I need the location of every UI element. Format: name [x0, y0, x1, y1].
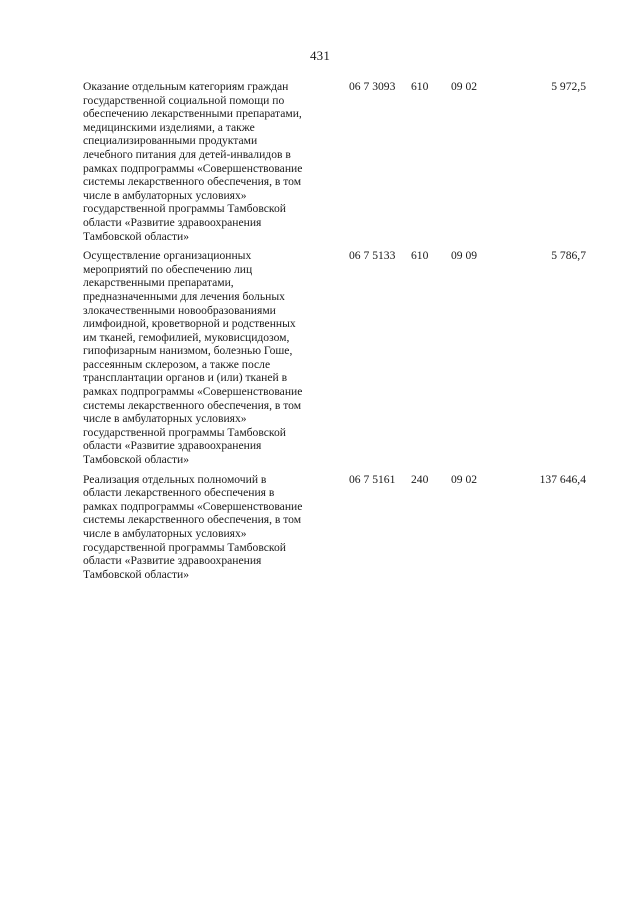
page-number: 431	[309, 48, 331, 63]
description-line: государственной социальной помощи по	[83, 93, 285, 107]
description-line: рамках подпрограммы «Совершенствование	[83, 385, 303, 399]
description-line: рассеянным склерозом, а также после	[83, 357, 271, 371]
description-line: системы лекарственного обеспечения, в том	[83, 175, 302, 189]
description-line: системы лекарственного обеспечения, в том	[83, 513, 302, 527]
description-line: им тканей, гемофилией, муковисцидозом,	[83, 330, 290, 344]
description-line: специализированными продуктами	[83, 134, 258, 148]
row-description	[83, 249, 328, 467]
section-code: 09 02	[451, 80, 478, 93]
description-line: обеспечению лекарственными препаратами,	[83, 107, 302, 121]
description-line: злокачественными новообразованиями	[83, 303, 276, 317]
description-line: Оказание отдельным категориям граждан	[83, 80, 289, 93]
amount-value: 137 646,4	[539, 472, 586, 486]
description-line: лечебного питания для детей-инвалидов в	[83, 147, 291, 161]
description-line: государственной программы Тамбовской	[83, 540, 286, 554]
amount-value: 5 972,5	[551, 80, 586, 93]
description-line: рамках подпрограммы «Совершенствование	[83, 161, 303, 175]
description-line: области лекарственного обеспечения в	[83, 486, 275, 500]
target-article-code: 06 7 5161	[349, 472, 396, 486]
description-line: системы лекарственного обеспечения, в том	[83, 398, 302, 412]
description-line: Осуществление организационных	[83, 249, 252, 263]
description-line: области «Развитие здравоохранения	[83, 554, 262, 568]
table-row	[0, 80, 640, 243]
budget-table	[0, 80, 640, 587]
description-line: области «Развитие здравоохранения	[83, 215, 262, 229]
description-line: Реализация отдельных полномочий в	[83, 472, 267, 486]
description-line: государственной программы Тамбовской	[83, 202, 286, 216]
row-description	[83, 80, 328, 243]
table-row	[0, 249, 640, 467]
description-line: Тамбовской области»	[83, 453, 190, 467]
section-code: 09 02	[451, 472, 478, 486]
description-line: предназначенными для лечения больных	[83, 289, 285, 303]
description-line: Тамбовской области»	[83, 229, 190, 243]
expense-type-code: 240	[411, 472, 429, 486]
target-article-code: 06 7 3093	[349, 80, 396, 93]
expense-type-code: 610	[411, 249, 429, 263]
description-line: лимфоидной, кроветворной и родственных	[83, 317, 296, 331]
description-line: трансплантации органов и (или) тканей в	[83, 371, 288, 385]
description-line: числе в амбулаторных условиях»	[83, 188, 247, 202]
description-line: Тамбовской области»	[83, 567, 190, 581]
row-description	[83, 473, 328, 582]
description-line: мероприятий по обеспечению лиц	[83, 262, 253, 276]
section-code: 09 09	[451, 249, 478, 263]
description-line: рамках подпрограммы «Совершенствование	[83, 499, 303, 513]
description-line: государственной программы Тамбовской	[83, 425, 286, 439]
description-line: числе в амбулаторных условиях»	[83, 412, 247, 426]
description-line: медицинскими изделиями, а также	[83, 120, 255, 134]
description-line: области «Развитие здравоохранения	[83, 439, 262, 453]
description-line: лекарственными препаратами,	[83, 276, 234, 290]
table-row	[0, 473, 640, 582]
amount-value: 5 786,7	[551, 249, 586, 263]
description-line: числе в амбулаторных условиях»	[83, 527, 247, 540]
target-article-code: 06 7 5133	[349, 249, 396, 263]
description-line: гипофизарным нанизмом, болезнью Гоше,	[83, 344, 293, 358]
expense-type-code: 610	[411, 80, 429, 93]
